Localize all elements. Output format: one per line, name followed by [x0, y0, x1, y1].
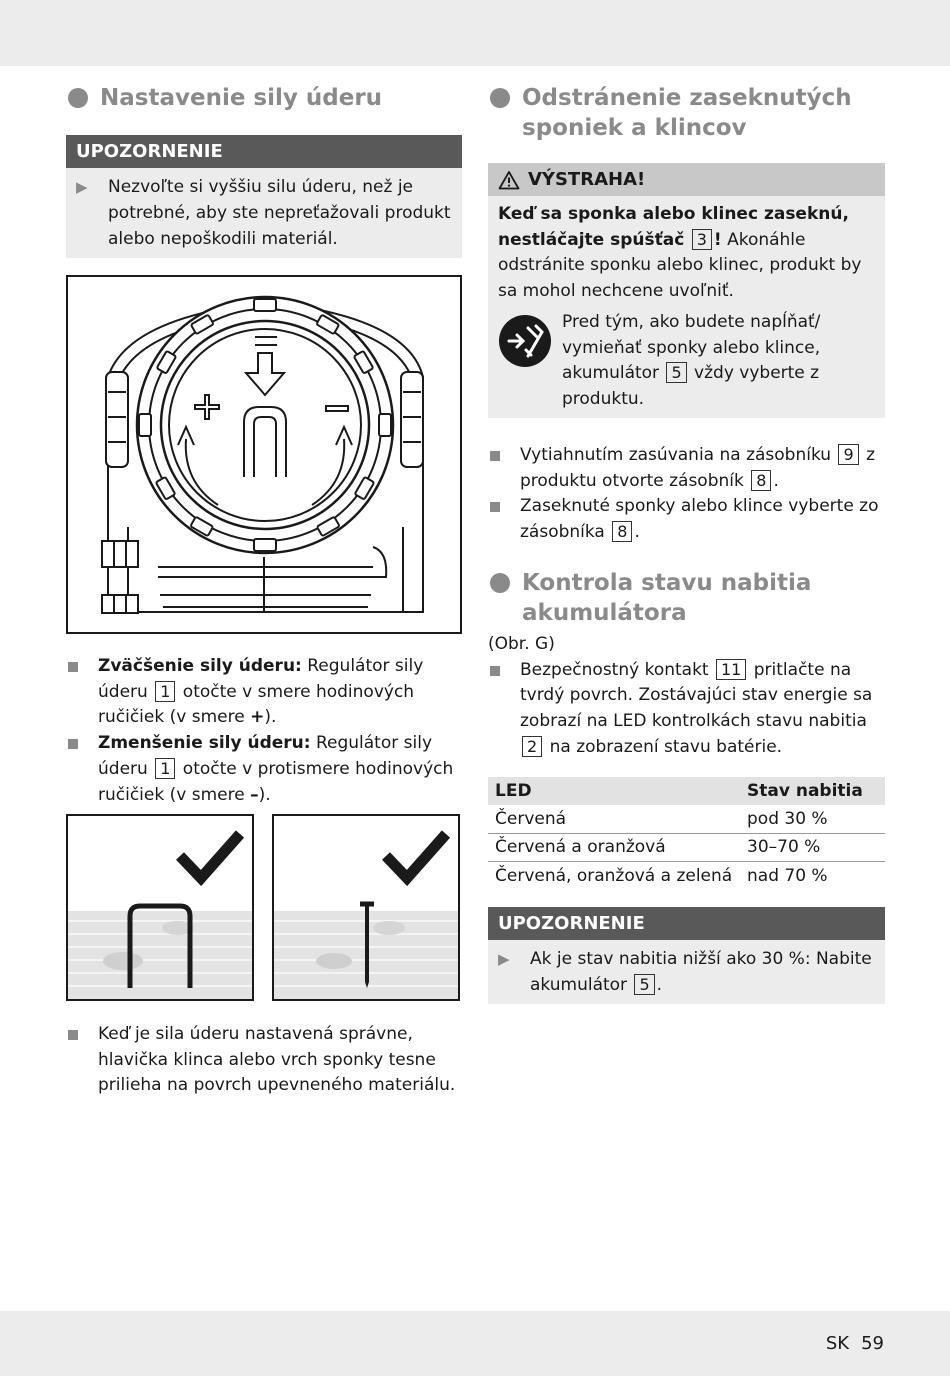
table-cell: 30–70 %: [740, 833, 885, 861]
warning-box: [488, 163, 885, 418]
list-item: [488, 494, 885, 545]
figure-ref: (Obr. G): [488, 633, 555, 654]
table-cell: pod 30 %: [740, 805, 885, 833]
minus-sign: –: [250, 784, 259, 805]
square-bullet-icon: [488, 494, 520, 545]
bullet-text: Regulátor sily úderu: [98, 656, 424, 702]
bullet-text: otočte v smere hodinových ručičiek (v smere: [98, 681, 415, 728]
list-item: [488, 658, 885, 761]
ref-box: 8: [612, 521, 632, 542]
bullet-bold: Zväčšenie sily úderu:: [98, 656, 302, 676]
table-cell: Červená a oranžová: [488, 833, 740, 861]
bullet-text: Vytiahnutím zasúvania na zásobníku: [520, 445, 832, 465]
square-bullet-icon: [66, 1022, 98, 1099]
page-footer: [826, 1333, 884, 1354]
table-header: Stav nabitia: [740, 777, 885, 805]
warning-title: [488, 163, 885, 196]
bullet-text: Keď je sila úderu nastavená správne, hlavička klinca alebo vrch sponky tesne prilieha na povrch upevneného materiálu.: [98, 1024, 456, 1096]
square-bullet-icon: [66, 654, 98, 731]
notice-text: .: [656, 975, 663, 996]
bottom-bar: [0, 1311, 950, 1376]
table-header-row: [488, 777, 885, 805]
left-column: [66, 80, 462, 258]
list-item: [66, 654, 462, 731]
bullet-text: ).: [258, 784, 271, 805]
list-item: [66, 1022, 462, 1099]
ref-box: 1: [155, 681, 175, 702]
arrow-right-icon: ▶: [76, 178, 88, 196]
table-row: [488, 805, 885, 833]
bullet-text: .: [634, 522, 640, 543]
notice-box: [66, 135, 462, 258]
notice-text: Nezvoľte si vyššiu silu úderu, než je potrebné, aby ste nepreťažovali produkt alebo nepoškodili materiál.: [108, 177, 451, 249]
section-heading-battery: [488, 568, 885, 628]
led-status-table: [488, 777, 885, 889]
bullet-text: pritlačte na tvrdý povrch. Zostávajúci stav energie sa zobrazí na LED kontrolkách stavu nabitia: [520, 659, 873, 731]
ref-box: 8: [751, 470, 771, 491]
square-bullet-icon: [488, 658, 520, 761]
tool-text: Pred tým, ako budete napĺňať/ vymieňať sponky alebo klince, akumulátor: [562, 312, 821, 383]
warning-bold: Keď sa sponka alebo klinec zaseknú, nestláčajte spúšťač: [498, 204, 849, 250]
warning-text-rest: Akonáhle odstránite sponku alebo klinec, produkt by sa mohol nechcene uvoľniť.: [498, 229, 862, 301]
bullet-dot-icon: [490, 573, 510, 593]
section-heading-impact-force: [66, 83, 462, 113]
bullet-dot-icon: [68, 88, 88, 108]
ref-box: 3: [692, 229, 712, 250]
list-item: [66, 731, 462, 808]
staple-correct-figure: [66, 814, 254, 1001]
notice-body: [66, 168, 462, 258]
arrow-right-icon: ▶: [498, 950, 510, 969]
heading-text: Nastavenie sily úderu: [100, 85, 383, 111]
notice-title: UPOZORNENIE: [488, 907, 885, 940]
bullet-text: otočte v protismere hodinových ručičiek (v smere: [98, 758, 454, 805]
nail-flush-illustration: [274, 816, 458, 999]
notice-text: Ak je stav nabitia nižší ako 30 %: Nabite akumulátor: [530, 949, 872, 996]
tool-instruction: [498, 310, 875, 412]
warning-body: [488, 196, 885, 418]
bullet-text: Zaseknuté sponky alebo klince vyberte zo zásobníka: [520, 496, 879, 543]
table-cell: Červená: [488, 805, 740, 833]
plus-sign: +: [250, 707, 265, 728]
square-bullet-icon: [488, 443, 520, 494]
remove-battery-icon: [498, 314, 552, 368]
bullet-text: z produktu otvorte zásobník: [520, 445, 876, 491]
ref-box: 2: [522, 736, 542, 757]
language-code: SK: [825, 1333, 850, 1354]
ref-box: 5: [634, 974, 654, 995]
regulator-dial-figure: [66, 275, 462, 634]
bullet-bold: Zmenšenie sily úderu:: [98, 733, 311, 754]
bullet-text: Regulátor sily úderu: [98, 733, 433, 779]
square-bullet-icon: [66, 731, 98, 808]
section-heading-jammed: [488, 83, 885, 143]
list-item: [488, 443, 885, 494]
jam-bullets: [488, 443, 885, 546]
ref-box: 9: [838, 444, 858, 465]
warning-bold: !: [713, 229, 722, 250]
table-row: [488, 861, 885, 889]
table-cell: Červená, oranžová a zelená: [495, 865, 733, 886]
bullet-dot-icon: [490, 88, 510, 108]
regulator-dial-illustration: [68, 277, 460, 632]
final-bullet: [66, 1022, 462, 1099]
ref-box: 1: [155, 758, 175, 779]
bullet-text: .: [773, 470, 779, 491]
warning-title-text: VÝSTRAHA!: [528, 169, 646, 190]
top-bar: [0, 0, 950, 66]
table-row: [488, 833, 885, 861]
table-header: LED: [488, 777, 740, 805]
ref-box: 5: [666, 362, 686, 383]
force-bullets: [66, 654, 462, 808]
nail-correct-figure: [272, 814, 460, 1001]
staple-flush-illustration: [68, 816, 252, 999]
bullet-text: Bezpečnostný kontakt: [520, 659, 709, 680]
warning-triangle-icon: [498, 170, 520, 190]
bullet-text: na zobrazení stavu batérie.: [549, 736, 783, 757]
notice-body: [488, 940, 885, 1004]
warning-text: [498, 202, 875, 304]
heading-text: Odstránenie zaseknutých sponiek a klincov: [522, 85, 852, 141]
table-cell: nad 70 %: [747, 865, 828, 886]
tool-text: vždy vyberte z produktu.: [562, 363, 820, 409]
notice-title: UPOZORNENIE: [66, 135, 462, 168]
bullet-text: ).: [264, 707, 277, 728]
page-number: 59: [861, 1333, 884, 1354]
notice-box-battery: [488, 907, 885, 1004]
right-column: [488, 80, 885, 1004]
ref-box: 11: [716, 659, 746, 680]
heading-text: Kontrola stavu nabitia akumulátora: [522, 569, 812, 626]
